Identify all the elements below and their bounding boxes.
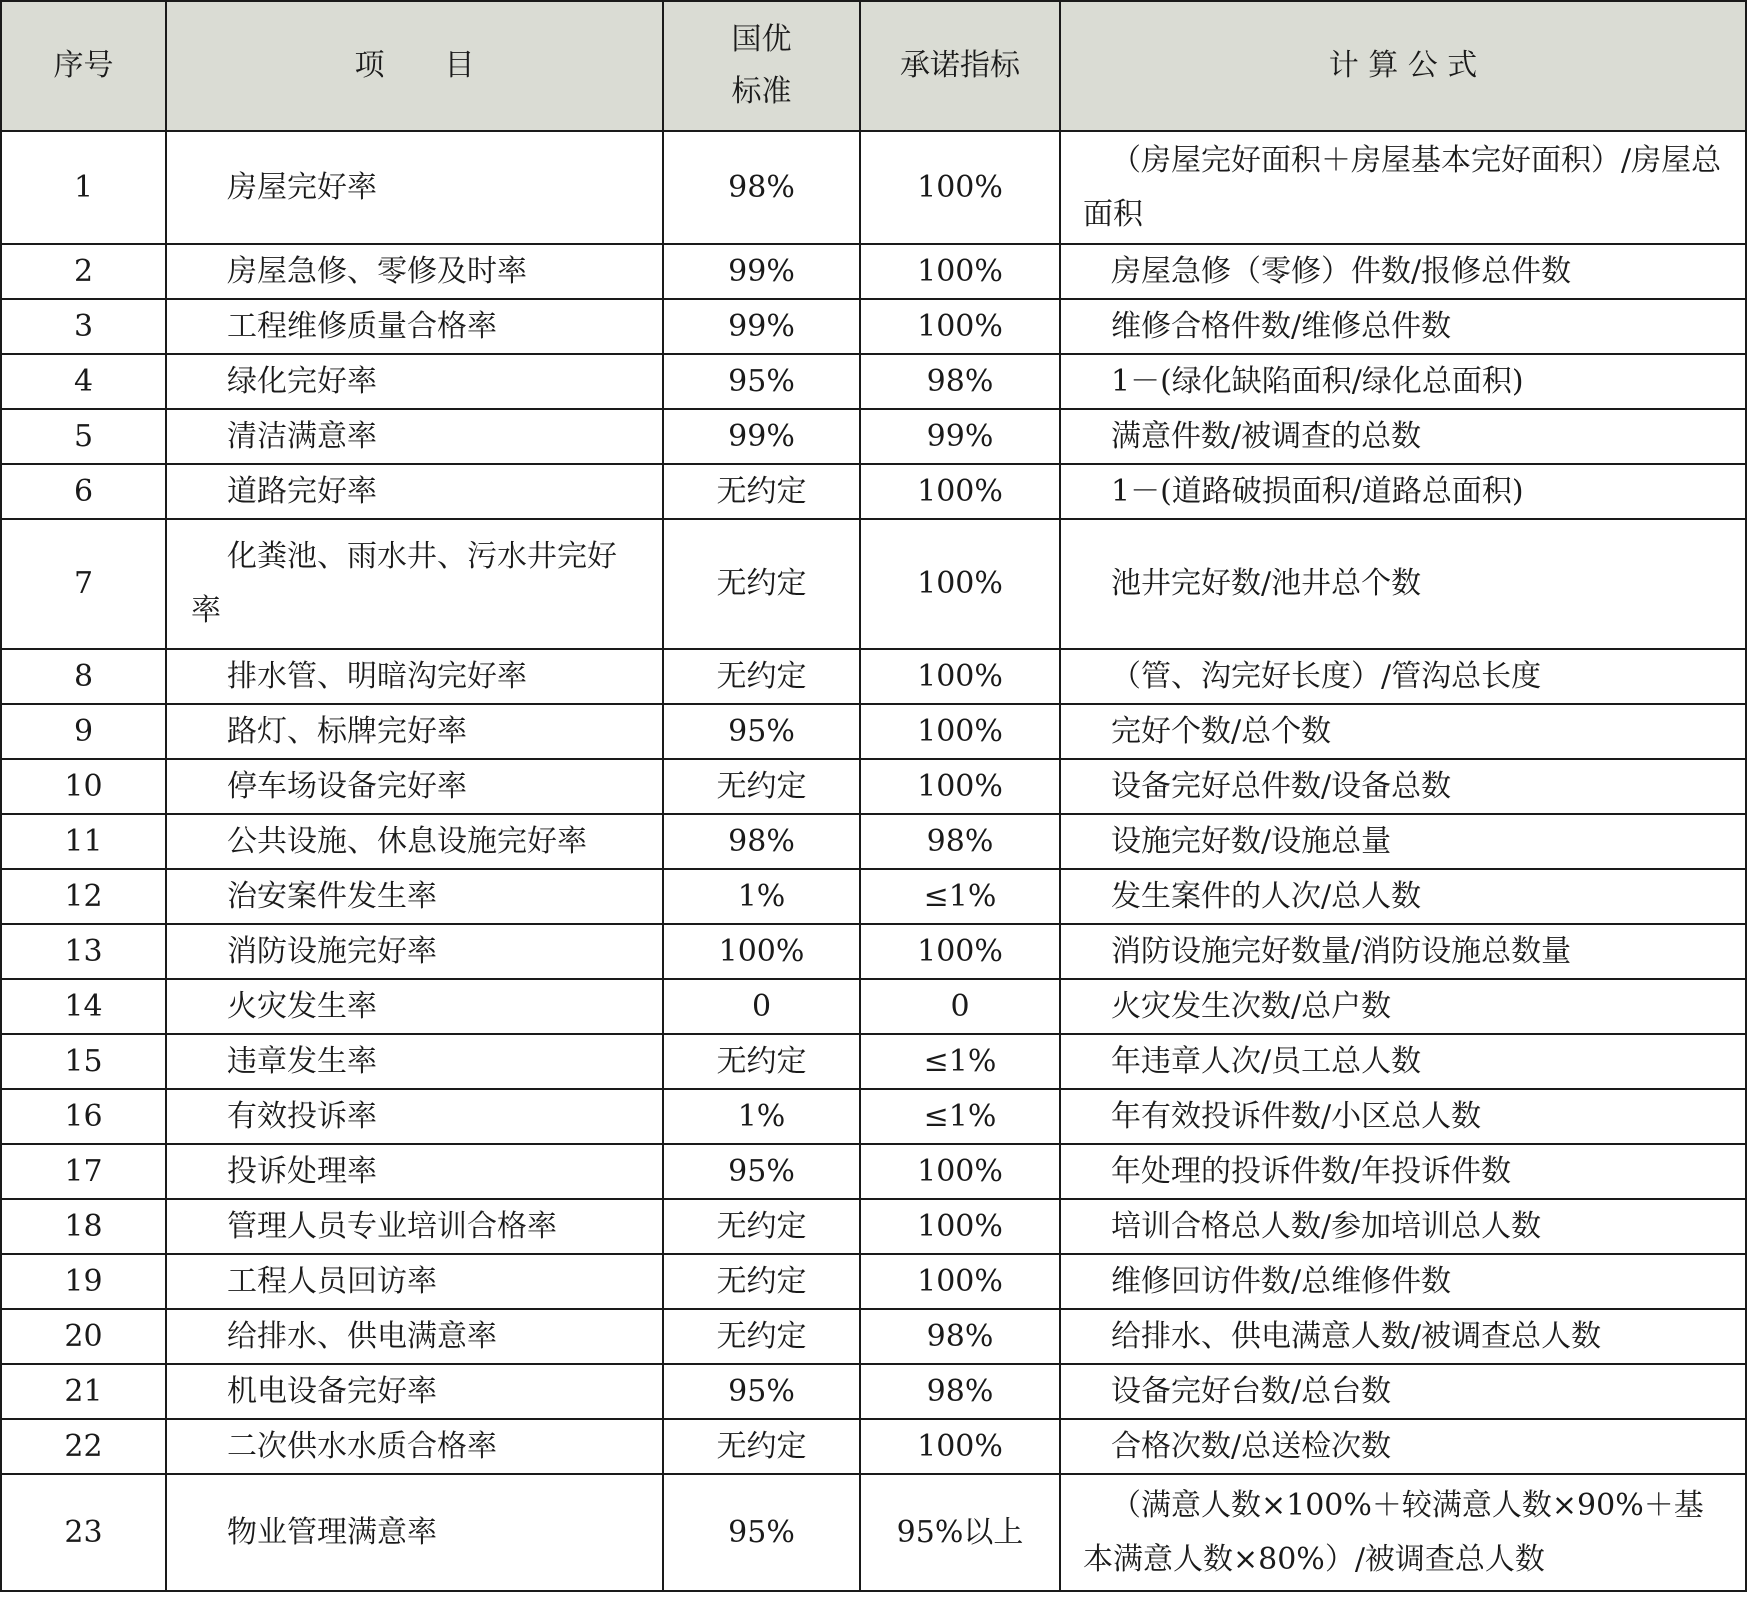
row-num: 5 [1, 409, 166, 464]
row-committed-target: 100% [860, 759, 1060, 814]
row-committed-target: 100% [860, 1144, 1060, 1199]
row-item: 投诉处理率 [166, 1144, 663, 1199]
header-item [166, 1, 663, 131]
row-committed-target: 100% [860, 464, 1060, 519]
row-formula: 消防设施完好数量/消防设施总数量 [1060, 924, 1746, 979]
table-row [1, 519, 1746, 649]
row-national-standard: 无约定 [663, 649, 860, 704]
table-row [1, 759, 1746, 814]
row-item: 路灯、标牌完好率 [166, 704, 663, 759]
row-item: 火灾发生率 [166, 979, 663, 1034]
header-num: 序号 [1, 1, 166, 131]
row-committed-target: 98% [860, 354, 1060, 409]
table-row [1, 869, 1746, 924]
row-num: 16 [1, 1089, 166, 1144]
row-national-standard: 1% [663, 869, 860, 924]
row-num: 1 [1, 131, 166, 244]
row-num: 10 [1, 759, 166, 814]
row-national-standard: 无约定 [663, 1309, 860, 1364]
row-committed-target: 0 [860, 979, 1060, 1034]
row-num: 7 [1, 519, 166, 649]
row-formula: 年违章人次/员工总人数 [1060, 1034, 1746, 1089]
row-national-standard: 99% [663, 409, 860, 464]
row-committed-target: 100% [860, 244, 1060, 299]
table-row [1, 1199, 1746, 1254]
table-row [1, 464, 1746, 519]
row-item: 化粪池、雨水井、污水井完好率 [166, 519, 663, 649]
row-formula: 培训合格总人数/参加培训总人数 [1060, 1199, 1746, 1254]
row-committed-target: 99% [860, 409, 1060, 464]
row-formula: 池井完好数/池井总个数 [1060, 519, 1746, 649]
row-national-standard: 无约定 [663, 1419, 860, 1474]
row-num: 21 [1, 1364, 166, 1419]
row-num: 12 [1, 869, 166, 924]
row-num: 17 [1, 1144, 166, 1199]
row-num: 22 [1, 1419, 166, 1474]
row-national-standard: 0 [663, 979, 860, 1034]
table-row [1, 299, 1746, 354]
row-formula: 1－(绿化缺陷面积/绿化总面积) [1060, 354, 1746, 409]
row-formula: 房屋急修（零修）件数/报修总件数 [1060, 244, 1746, 299]
header-national-standard-label: 国优 标准 [731, 22, 792, 109]
header-national-standard [663, 1, 860, 131]
table-row [1, 409, 1746, 464]
row-item: 绿化完好率 [166, 354, 663, 409]
table-row [1, 1254, 1746, 1309]
row-num: 11 [1, 814, 166, 869]
row-item: 治安案件发生率 [166, 869, 663, 924]
row-committed-target: 100% [860, 131, 1060, 244]
row-item: 工程维修质量合格率 [166, 299, 663, 354]
row-national-standard: 95% [663, 1474, 860, 1591]
row-formula: 维修回访件数/总维修件数 [1060, 1254, 1746, 1309]
row-national-standard: 98% [663, 814, 860, 869]
row-national-standard: 95% [663, 1364, 860, 1419]
row-num: 9 [1, 704, 166, 759]
table-row [1, 354, 1746, 409]
row-num: 18 [1, 1199, 166, 1254]
row-committed-target: 100% [860, 299, 1060, 354]
row-formula: 火灾发生次数/总户数 [1060, 979, 1746, 1034]
row-item: 工程人员回访率 [166, 1254, 663, 1309]
row-item: 清洁满意率 [166, 409, 663, 464]
row-committed-target: 100% [860, 1254, 1060, 1309]
row-num: 13 [1, 924, 166, 979]
row-formula: 满意件数/被调查的总数 [1060, 409, 1746, 464]
row-item: 房屋完好率 [166, 131, 663, 244]
row-committed-target: 98% [860, 814, 1060, 869]
row-committed-target: 100% [860, 1199, 1060, 1254]
row-num: 6 [1, 464, 166, 519]
row-num: 23 [1, 1474, 166, 1591]
row-committed-target: 100% [860, 1419, 1060, 1474]
row-national-standard: 无约定 [663, 519, 860, 649]
table-row [1, 1089, 1746, 1144]
header-formula: 计 算 公 式 [1060, 1, 1746, 131]
row-formula: 给排水、供电满意人数/被调查总人数 [1060, 1309, 1746, 1364]
row-num: 20 [1, 1309, 166, 1364]
table-row [1, 1144, 1746, 1199]
row-item: 物业管理满意率 [166, 1474, 663, 1591]
table-row [1, 1309, 1746, 1364]
row-num: 19 [1, 1254, 166, 1309]
row-committed-target: ≤1% [860, 1034, 1060, 1089]
row-committed-target: ≤1% [860, 869, 1060, 924]
table-row [1, 1419, 1746, 1474]
row-national-standard: 1% [663, 1089, 860, 1144]
row-item: 停车场设备完好率 [166, 759, 663, 814]
row-formula: 设备完好台数/总台数 [1060, 1364, 1746, 1419]
row-formula: 维修合格件数/维修总件数 [1060, 299, 1746, 354]
row-formula: 年有效投诉件数/小区总人数 [1060, 1089, 1746, 1144]
row-committed-target: 95%以上 [860, 1474, 1060, 1591]
row-num: 15 [1, 1034, 166, 1089]
row-item: 有效投诉率 [166, 1089, 663, 1144]
row-national-standard: 无约定 [663, 1254, 860, 1309]
row-national-standard: 无约定 [663, 1034, 860, 1089]
row-item: 违章发生率 [166, 1034, 663, 1089]
table-body [1, 131, 1746, 1591]
row-num: 8 [1, 649, 166, 704]
table-row [1, 1364, 1746, 1419]
row-formula: 发生案件的人次/总人数 [1060, 869, 1746, 924]
row-formula: （管、沟完好长度）/管沟总长度 [1060, 649, 1746, 704]
row-item: 房屋急修、零修及时率 [166, 244, 663, 299]
row-national-standard: 无约定 [663, 464, 860, 519]
row-national-standard: 无约定 [663, 1199, 860, 1254]
row-item: 机电设备完好率 [166, 1364, 663, 1419]
row-national-standard: 99% [663, 299, 860, 354]
row-committed-target: 100% [860, 519, 1060, 649]
row-item: 给排水、供电满意率 [166, 1309, 663, 1364]
table-row [1, 244, 1746, 299]
row-formula: （房屋完好面积＋房屋基本完好面积）/房屋总面积 [1060, 131, 1746, 244]
table-row [1, 1034, 1746, 1089]
table-row [1, 924, 1746, 979]
table-row [1, 1474, 1746, 1591]
row-formula: 1－(道路破损面积/道路总面积) [1060, 464, 1746, 519]
row-national-standard: 95% [663, 354, 860, 409]
row-committed-target: 100% [860, 649, 1060, 704]
row-committed-target: 100% [860, 704, 1060, 759]
row-committed-target: 98% [860, 1364, 1060, 1419]
table-header-row [1, 1, 1746, 131]
table-row [1, 649, 1746, 704]
row-national-standard: 95% [663, 1144, 860, 1199]
row-item: 管理人员专业培训合格率 [166, 1199, 663, 1254]
table-row [1, 979, 1746, 1034]
row-item: 公共设施、休息设施完好率 [166, 814, 663, 869]
row-formula: （满意人数×100%＋较满意人数×90%＋基本满意人数×80%）/被调查总人数 [1060, 1474, 1746, 1591]
header-item-label: 项 目 [354, 48, 475, 83]
row-national-standard: 100% [663, 924, 860, 979]
row-formula: 年处理的投诉件数/年投诉件数 [1060, 1144, 1746, 1199]
header-committed-target: 承诺指标 [860, 1, 1060, 131]
row-formula: 设施完好数/设施总量 [1060, 814, 1746, 869]
row-item: 排水管、明暗沟完好率 [166, 649, 663, 704]
row-national-standard: 99% [663, 244, 860, 299]
row-formula: 完好个数/总个数 [1060, 704, 1746, 759]
row-item: 道路完好率 [166, 464, 663, 519]
row-national-standard: 无约定 [663, 759, 860, 814]
row-formula: 设备完好总件数/设备总数 [1060, 759, 1746, 814]
row-committed-target: 98% [860, 1309, 1060, 1364]
row-item: 二次供水水质合格率 [166, 1419, 663, 1474]
row-num: 14 [1, 979, 166, 1034]
row-num: 2 [1, 244, 166, 299]
row-committed-target: ≤1% [860, 1089, 1060, 1144]
table-row [1, 131, 1746, 244]
row-national-standard: 95% [663, 704, 860, 759]
table-row [1, 704, 1746, 759]
row-committed-target: 100% [860, 924, 1060, 979]
table-row [1, 814, 1746, 869]
row-num: 3 [1, 299, 166, 354]
row-formula: 合格次数/总送检次数 [1060, 1419, 1746, 1474]
row-item: 消防设施完好率 [166, 924, 663, 979]
row-num: 4 [1, 354, 166, 409]
row-national-standard: 98% [663, 131, 860, 244]
